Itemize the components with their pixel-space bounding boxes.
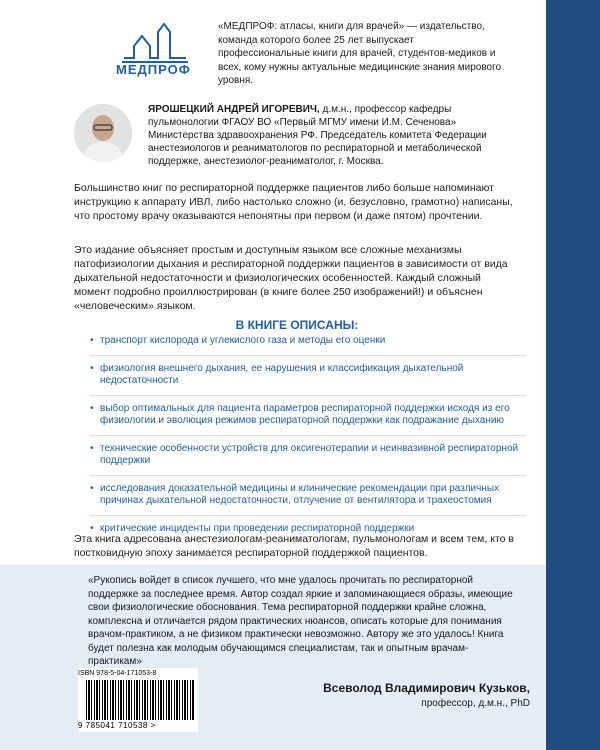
author-bio [148, 103, 520, 168]
audience-paragraph: Эта книга адресована анестезиологам-реаниматологам, пульмонологам и всем тем, кто в постковидную эпоху занимается респираторной поддержкой пациентов. [74, 533, 514, 559]
contents-list [90, 335, 526, 549]
barcode-bars [86, 680, 194, 720]
book-spine [546, 0, 600, 750]
list-item: • технические особенности устройств для оксигенотерапии и неинвазивной респираторной поддержки [90, 443, 526, 476]
review-quote: «Рукопись войдет в список лучшего, что мне удалось прочитать по респираторной поддержке за последнее время. Автор создал яркие и запоминающиеся образы, имеющие свои физиологические обоснования. Тема респираторной поддержки крайне сложна, комплексна и отличается рядом практических нюансов, описать которые для понимания врачом-практиком, а не физиком практически невозможно. Автору же это удалось! Книга будет полезна как молодым обучающимся специалистам, так и опытным врачам-практикам» [88, 575, 513, 667]
reviewer-title: профессор, д.м.н., PhD [421, 698, 530, 709]
reviewer-name: Всеволод Владимирович Кузьков, [323, 681, 530, 695]
barcode [78, 668, 198, 732]
person-icon [74, 104, 132, 162]
list-item: • выбор оптимальных для пациента параметров респираторной поддержки исходя из его физиологии и эволюция режимов респираторной поддержки как подражание дыханию [90, 403, 526, 436]
list-item: • критические инциденты при проведении респираторной поддержки [90, 523, 526, 543]
intro-paragraph-2: Это издание объясняет простым и доступным языком все сложные механизмы патофизиологии дыхания и респираторной поддержки пациентов в зависимости от вида дыхательной недостаточности и физиологических особенностей. Каждый сложный момент подробно проиллюстрирован (в книге более 250 изображений!) и объяснен «человеческим» языком. [74, 244, 508, 312]
author-photo [74, 104, 132, 162]
logo-text: МЕДПРОФ [116, 62, 191, 77]
publisher-description: «МЕДПРОФ: атласы, книги для врачей» — издательство, команда которого более 25 лет выпускает профессиональные книги для врачей, студентов-медиков и всех, кому нужны актуальные медицинские знания мирового уровня. [218, 21, 502, 86]
isbn-text: ISBN 978-5-04-171053-8 [78, 670, 157, 677]
contents-title: В КНИГЕ ОПИСАНЫ: [235, 318, 359, 332]
author-name: ЯРОШЕЦКИЙ АНДРЕЙ ИГОРЕВИЧ, [148, 104, 320, 115]
intro-paragraph-1: Большинство книг по респираторной поддержке пациентов либо больше напоминают инструкцию к аппарату ИВЛ, либо настолько сложно (и, безусловно, грамотно) написаны, что простому врачу оказываются непонятны при первом (и даже пятом) прочтении. [74, 182, 513, 222]
list-item: • транспорт кислорода и углекислого газа и методы его оценки [90, 335, 526, 356]
ean-digits: 9 785041 710538 > [78, 721, 156, 730]
list-item: • исследования доказательной медицины и клинические рекомендации при различных причинах дыхательной недостаточности, отлучение от вентилятора и трахеостомия [90, 483, 526, 516]
author-details: д.м.н., профессор кафедры пульмонологии ФГАОУ ВО «Первый МГМУ имени И.М. Сеченова» Министерства здравоохранения РФ. Председатель комитета Федерации анестезиологов и реаниматологов по респираторной и метаболической поддержке, анестезиолог-реаниматолог, г. Москва. [148, 104, 487, 167]
list-item: • физиология внешнего дыхания, ее нарушения и классификация дыхательной недостаточности [90, 363, 526, 396]
